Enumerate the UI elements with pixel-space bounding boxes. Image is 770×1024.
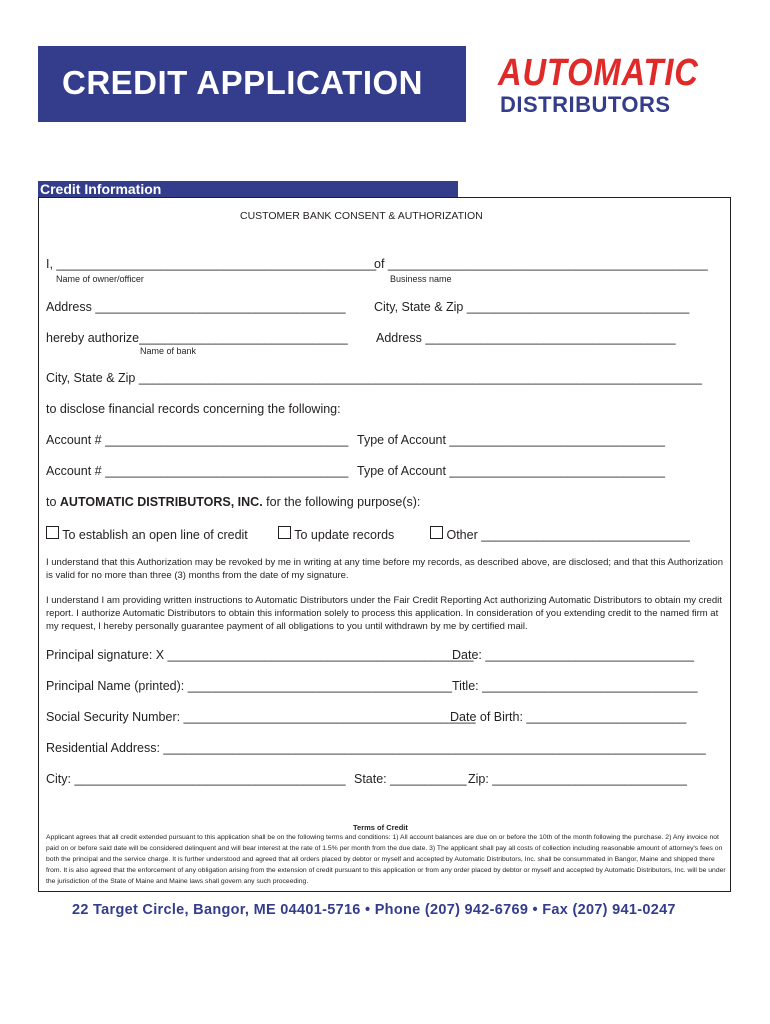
owner-name-field[interactable]: I, ______________________________________________ <box>46 257 377 271</box>
purpose-intro-prefix: to <box>46 495 60 509</box>
principal-signature-field[interactable]: Principal signature: X ____________________________________________ <box>46 648 474 662</box>
business-name-caption: Business name <box>390 274 452 284</box>
residential-address-field[interactable]: Residential Address: ______________________________________________________________________________ <box>46 741 706 755</box>
signature-date-field[interactable]: Date: ______________________________ <box>452 648 694 662</box>
city-field[interactable]: City: _______________________________________ <box>46 772 346 786</box>
bank-city-state-zip-field[interactable]: City, State & Zip _________________________________________________________________________________ <box>46 371 702 385</box>
city-state-zip-field[interactable]: City, State & Zip ________________________________ <box>374 300 690 314</box>
disclose-text: to disclose financial records concerning the following: <box>46 402 341 416</box>
purpose-intro-suffix: for the following purpose(s): <box>262 495 421 509</box>
purpose-other[interactable] <box>430 526 690 542</box>
principal-title-field[interactable]: Title: _______________________________ <box>452 679 698 693</box>
company-logo-automatic: AUTOMATIC <box>498 52 699 94</box>
date-of-birth-field[interactable]: Date of Birth: _______________________ <box>450 710 687 724</box>
account-type-field-1[interactable]: Type of Account _______________________________ <box>357 433 665 447</box>
fcra-paragraph: I understand I am providing written instructions to Automatic Distributors under the Fair Credit Reporting Act authorizing Automatic Distributors to obtain my credit report. I authorize Automatic Distributors to obtain this information solely to process this application. In consideration of you extending credit to the named firm at my request, I hereby personally guarantee payment of all obligations to you until withdrawn by me by certified mail. <box>46 595 722 632</box>
company-name: AUTOMATIC DISTRIBUTORS, INC. <box>59 495 263 509</box>
state-field[interactable]: State: ___________ <box>354 772 467 786</box>
purpose-open-credit[interactable] <box>46 526 248 542</box>
account-number-field-2[interactable]: Account # ___________________________________ <box>46 464 349 478</box>
open-credit-checkbox[interactable] <box>46 526 59 539</box>
bank-address-field[interactable]: Address ____________________________________ <box>376 331 676 345</box>
other-checkbox[interactable] <box>430 526 443 539</box>
form-heading: CUSTOMER BANK CONSENT & AUTHORIZATION <box>240 210 483 222</box>
account-number-field-1[interactable]: Account # ___________________________________ <box>46 433 349 447</box>
bank-name-caption: Name of bank <box>140 346 197 356</box>
company-logo-distributors: DISTRIBUTORS <box>500 92 671 117</box>
purpose-update-records[interactable] <box>278 526 394 542</box>
section-title: Credit Information <box>40 181 162 197</box>
terms-body: Applicant agrees that all credit extended pursuant to this application shall be on the following terms and conditions: 1) All account balances are due on or before the 10th of the month following the purchase. 2) Any invoice not paid on or before said date will be considered delinquent and will bear interest at the rate of 1.5% per month from the due date. 3) The applicant shall pay all costs of collection including reasonable amount of attorney's fees on both the principal and the service charge. It is further understood and agreed that all orders placed by debtor or myself and accepted by Automatic Distributors, Inc. shall be consummated in Bangor, Maine and shipped there from. It is also agreed that the enforcement of any obligation arising from the extension of credit pursuant to this application or from any order placed by debtor or myself and accepted by Automatic Distributors, Inc. will be under the jurisdiction of the State of Maine and Maine laws shall govern any such proceeding. <box>46 834 726 885</box>
other-field[interactable]: Other ______________________________ <box>446 528 690 542</box>
footer-contact: 22 Target Circle, Bangor, ME 04401-5716 • Phone (207) 942-6769 • Fax (207) 941-0247 <box>72 902 676 918</box>
owner-name-caption: Name of owner/officer <box>56 274 144 284</box>
page-title: CREDIT APPLICATION <box>62 64 423 101</box>
bank-name-field[interactable]: hereby authorize______________________________ <box>46 331 348 345</box>
purpose-intro <box>46 495 420 509</box>
business-name-field[interactable]: of ______________________________________________ <box>374 257 708 271</box>
terms-title: Terms of Credit <box>353 823 408 832</box>
update-records-checkbox[interactable] <box>278 526 291 539</box>
principal-name-field[interactable]: Principal Name (printed): ______________________________________ <box>46 679 452 693</box>
account-type-field-2[interactable]: Type of Account _______________________________ <box>357 464 665 478</box>
zip-field[interactable]: Zip: ____________________________ <box>468 772 687 786</box>
update-records-label: To update records <box>294 528 395 542</box>
address-field[interactable]: Address ____________________________________ <box>46 300 346 314</box>
revocation-paragraph: I understand that this Authorization may be revoked by me in writing at any time before my records, as described above, are disclosed; and that this Authorization is valid for no more than three (3) months from the date of my signature. <box>46 557 723 581</box>
ssn-field[interactable]: Social Security Number: __________________________________________ <box>46 710 476 724</box>
open-credit-label: To establish an open line of credit <box>62 528 248 542</box>
